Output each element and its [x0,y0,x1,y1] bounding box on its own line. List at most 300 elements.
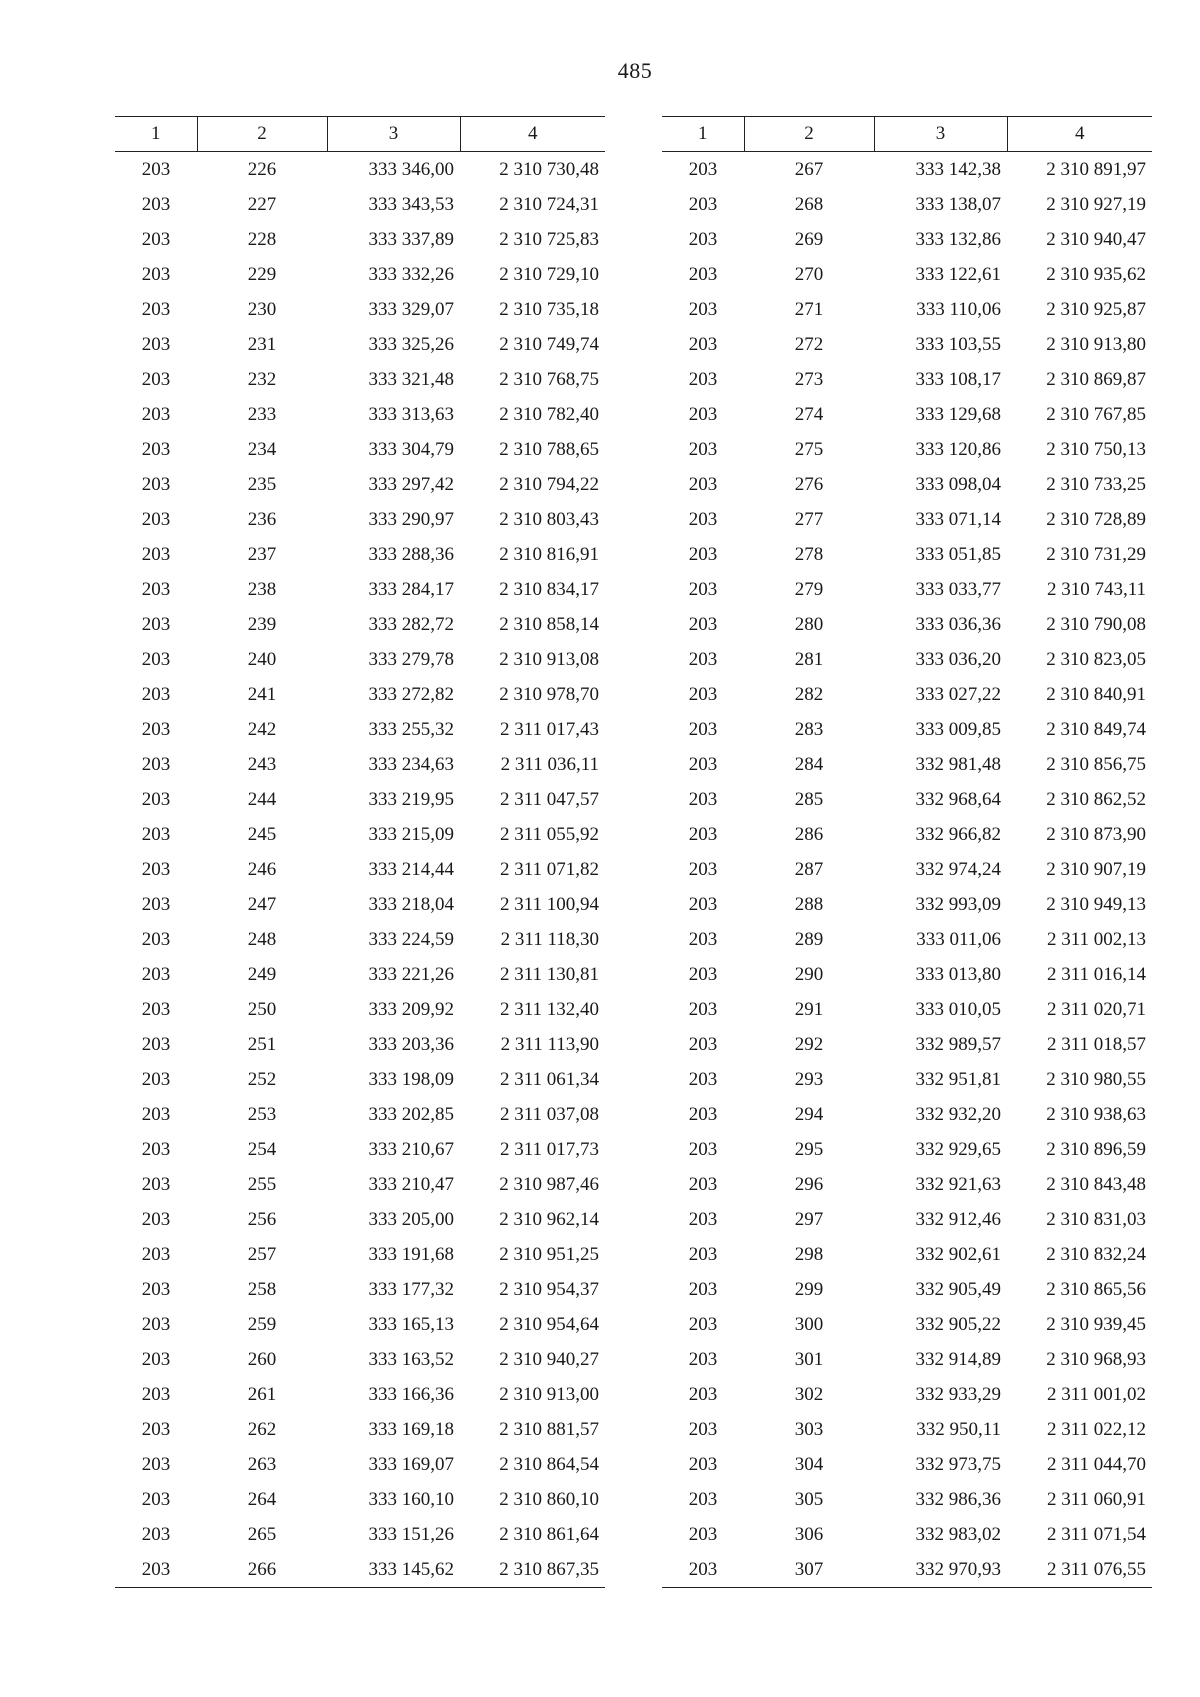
table-row [115,502,605,537]
cell-col-3: 333 282,72 [368,613,454,635]
cell-col-4: 2 310 907,19 [1046,858,1146,880]
cell-col-1: 203 [688,1103,718,1125]
cell-col-2: 280 [794,613,824,635]
cell-col-4: 2 310 750,13 [1046,438,1146,460]
cell-col-1: 203 [141,1068,171,1090]
cell-col-3: 333 027,22 [915,683,1001,705]
cell-col-2: 296 [794,1173,824,1195]
cell-col-1: 203 [141,648,171,670]
cell-col-4: 2 311 016,14 [1046,963,1146,985]
cell-col-4: 2 311 100,94 [499,893,599,915]
cell-col-3: 333 332,26 [368,263,454,285]
table-row [662,607,1152,642]
cell-col-3: 333 210,47 [368,1173,454,1195]
cell-col-3: 333 013,80 [915,963,1001,985]
cell-col-4: 2 310 861,64 [499,1523,599,1545]
table-row [115,887,605,922]
cell-col-3: 332 933,29 [915,1383,1001,1405]
cell-col-1: 203 [688,1488,718,1510]
cell-col-1: 203 [688,508,718,530]
cell-col-4: 2 311 022,12 [1046,1418,1146,1440]
table-row [115,817,605,852]
table-row [115,1447,605,1482]
cell-col-3: 332 966,82 [915,823,1001,845]
cell-col-2: 259 [247,1313,277,1335]
cell-col-4: 2 310 968,93 [1046,1348,1146,1370]
cell-col-3: 333 120,86 [915,438,1001,460]
table-row [115,1377,605,1412]
table-row [662,292,1152,327]
cell-col-1: 203 [141,438,171,460]
cell-col-3: 333 284,17 [368,578,454,600]
cell-col-4: 2 311 071,54 [1046,1523,1146,1545]
cell-col-2: 278 [794,543,824,565]
cell-col-3: 333 215,09 [368,823,454,845]
cell-col-3: 333 129,68 [915,403,1001,425]
table-row [115,1552,605,1588]
cell-col-4: 2 310 927,19 [1046,193,1146,215]
cell-col-1: 203 [141,193,171,215]
table-row [115,1027,605,1062]
cell-col-1: 203 [688,648,718,670]
cell-col-4: 2 311 055,92 [499,823,599,845]
cell-col-4: 2 311 047,57 [499,788,599,810]
table-row [115,1062,605,1097]
cell-col-3: 333 169,07 [368,1453,454,1475]
cell-col-4: 2 310 731,29 [1046,543,1146,565]
cell-col-1: 203 [688,438,718,460]
cell-col-4: 2 310 938,63 [1046,1103,1146,1125]
table-row [662,712,1152,747]
table-row [115,1272,605,1307]
cell-col-3: 333 098,04 [915,473,1001,495]
cell-col-3: 333 288,36 [368,543,454,565]
table-row [662,1202,1152,1237]
cell-col-2: 238 [247,578,277,600]
table-row [115,362,605,397]
cell-col-2: 283 [794,718,824,740]
column-header-3: 3 [874,117,1007,152]
table-row [662,1377,1152,1412]
cell-col-2: 265 [247,1523,277,1545]
cell-col-4: 2 310 730,48 [499,158,599,180]
table-row [115,467,605,502]
cell-col-2: 257 [247,1243,277,1265]
cell-col-2: 279 [794,578,824,600]
cell-col-3: 333 145,62 [327,1552,460,1588]
cell-col-4: 2 310 867,35 [460,1552,605,1588]
cell-col-3: 332 986,36 [915,1488,1001,1510]
cell-col-3: 333 221,26 [368,963,454,985]
cell-col-2: 276 [794,473,824,495]
cell-col-1: 203 [688,1418,718,1440]
cell-col-2: 266 [197,1552,327,1588]
cell-col-2: 306 [794,1523,824,1545]
cell-col-3: 333 169,18 [368,1418,454,1440]
cell-col-2: 235 [247,473,277,495]
cell-col-2: 282 [794,683,824,705]
cell-col-1: 203 [141,508,171,530]
cell-col-2: 305 [794,1488,824,1510]
cell-col-3: 333 234,63 [368,753,454,775]
cell-col-1: 203 [141,1033,171,1055]
cell-col-4: 2 310 940,27 [499,1348,599,1370]
cell-col-2: 254 [247,1138,277,1160]
table-row [115,537,605,572]
cell-col-3: 333 009,85 [915,718,1001,740]
table-row [662,782,1152,817]
cell-col-1: 203 [141,1348,171,1370]
cell-col-3: 333 177,32 [368,1278,454,1300]
cell-col-2: 256 [247,1208,277,1230]
cell-col-4: 2 311 118,30 [500,928,599,950]
cell-col-4: 2 310 913,00 [499,1383,599,1405]
cell-col-2: 298 [794,1243,824,1265]
cell-col-4: 2 310 865,56 [1046,1278,1146,1300]
cell-col-3: 333 218,04 [368,893,454,915]
cell-col-4: 2 311 036,11 [500,753,599,775]
table-row [662,1482,1152,1517]
cell-col-1: 203 [688,823,718,845]
cell-col-3: 333 198,09 [368,1068,454,1090]
cell-col-4: 2 310 949,13 [1046,893,1146,915]
table-row [662,1062,1152,1097]
cell-col-4: 2 310 834,17 [499,578,599,600]
cell-col-3: 333 255,32 [368,718,454,740]
cell-col-2: 291 [794,998,824,1020]
cell-col-2: 247 [247,893,277,915]
cell-col-4: 2 311 037,08 [499,1103,599,1125]
cell-col-4: 2 310 939,45 [1046,1313,1146,1335]
cell-col-3: 332 983,02 [915,1523,1001,1545]
cell-col-4: 2 310 794,22 [499,473,599,495]
cell-col-1: 203 [688,963,718,985]
cell-col-1: 203 [141,1418,171,1440]
table-row [662,922,1152,957]
cell-col-1: 203 [141,368,171,390]
cell-col-2: 281 [794,648,824,670]
cell-col-1: 203 [688,858,718,880]
cell-col-4: 2 310 831,03 [1046,1208,1146,1230]
table-row [662,1132,1152,1167]
column-header-2: 2 [744,117,874,152]
cell-col-2: 294 [794,1103,824,1125]
table-row [662,1552,1152,1588]
cell-col-3: 332 932,20 [915,1103,1001,1125]
cell-col-1: 203 [688,578,718,600]
table-row [662,817,1152,852]
cell-col-2: 264 [247,1488,277,1510]
cell-col-4: 2 310 913,08 [499,648,599,670]
cell-col-1: 203 [688,263,718,285]
table-row [115,642,605,677]
cell-col-3: 333 036,36 [915,613,1001,635]
cell-col-1: 203 [688,788,718,810]
cell-col-3: 333 210,67 [368,1138,454,1160]
cell-col-1: 203 [688,1138,718,1160]
table-row [115,1097,605,1132]
cell-col-3: 333 205,00 [368,1208,454,1230]
cell-col-4: 2 310 935,62 [1046,263,1146,285]
cell-col-1: 203 [688,718,718,740]
cell-col-1: 203 [141,753,171,775]
cell-col-4: 2 310 954,64 [499,1313,599,1335]
cell-col-2: 260 [247,1348,277,1370]
cell-col-1: 203 [688,403,718,425]
table-body [662,152,1152,1588]
column-header-3: 3 [327,117,460,152]
table-row [662,362,1152,397]
cell-col-2: 249 [247,963,277,985]
cell-col-4: 2 311 060,91 [1046,1488,1146,1510]
cell-col-3: 333 279,78 [368,648,454,670]
cell-col-4: 2 310 860,10 [499,1488,599,1510]
table-row [115,1237,605,1272]
cell-col-2: 286 [794,823,824,845]
cell-col-2: 271 [794,298,824,320]
cell-col-4: 2 311 020,71 [1046,998,1146,1020]
cell-col-1: 203 [141,788,171,810]
cell-col-1: 203 [141,158,171,180]
cell-col-4: 2 311 001,02 [1046,1383,1146,1405]
coordinates-table-right [662,116,1152,1588]
cell-col-2: 239 [247,613,277,635]
cell-col-3: 333 272,82 [368,683,454,705]
cell-col-2: 261 [247,1383,277,1405]
cell-col-1: 203 [141,963,171,985]
page-number: 485 [617,58,653,83]
cell-col-4: 2 310 954,37 [499,1278,599,1300]
cell-col-4: 2 310 843,48 [1046,1173,1146,1195]
cell-col-3: 333 346,00 [368,158,454,180]
cell-col-3: 333 160,10 [368,1488,454,1510]
cell-col-2: 299 [794,1278,824,1300]
cell-col-4: 2 310 816,91 [499,543,599,565]
table-row [115,782,605,817]
cell-col-2: 290 [794,963,824,985]
cell-col-3: 333 325,26 [368,333,454,355]
cell-col-3: 333 321,48 [368,368,454,390]
cell-col-2: 233 [247,403,277,425]
table-body [115,152,605,1588]
cell-col-2: 253 [247,1103,277,1125]
cell-col-2: 251 [247,1033,277,1055]
cell-col-3: 333 110,06 [916,298,1001,320]
cell-col-2: 304 [794,1453,824,1475]
cell-col-4: 2 310 724,31 [499,193,599,215]
cell-col-4: 2 310 728,89 [1046,508,1146,530]
table-row [662,502,1152,537]
table-row [662,1447,1152,1482]
table-row [662,747,1152,782]
cell-col-4: 2 310 725,83 [499,228,599,250]
cell-col-1: 203 [141,1138,171,1160]
cell-col-4: 2 310 891,97 [1046,158,1146,180]
table-row [662,1517,1152,1552]
cell-col-2: 297 [794,1208,824,1230]
cell-col-1: 203 [141,718,171,740]
table-row [115,712,605,747]
cell-col-4: 2 311 061,34 [499,1068,599,1090]
cell-col-1: 203 [688,298,718,320]
cell-col-2: 242 [247,718,277,740]
cell-col-2: 255 [247,1173,277,1195]
cell-col-1: 203 [688,1313,718,1335]
cell-col-1: 203 [141,893,171,915]
table-row [115,187,605,222]
cell-col-1: 203 [141,1313,171,1335]
cell-col-2: 300 [794,1313,824,1335]
cell-col-4: 2 310 729,10 [499,263,599,285]
table-row [662,152,1152,188]
table-row [115,327,605,362]
cell-col-1: 203 [688,893,718,915]
cell-col-2: 243 [247,753,277,775]
cell-col-4: 2 311 018,57 [1046,1033,1146,1055]
cell-col-4: 2 310 743,11 [1046,578,1146,600]
table-row [662,992,1152,1027]
cell-col-2: 258 [247,1278,277,1300]
table-row [115,677,605,712]
table-row [662,677,1152,712]
cell-col-1: 203 [141,403,171,425]
cell-col-2: 248 [247,928,277,950]
cell-col-2: 295 [794,1138,824,1160]
cell-col-2: 272 [794,333,824,355]
cell-col-2: 263 [247,1453,277,1475]
cell-col-2: 245 [247,823,277,845]
cell-col-1: 203 [688,928,718,950]
cell-col-1: 203 [662,1552,744,1588]
cell-col-3: 333 191,68 [368,1243,454,1265]
cell-col-2: 227 [247,193,277,215]
cell-col-2: 262 [247,1418,277,1440]
cell-col-4: 2 310 913,80 [1046,333,1146,355]
cell-col-3: 333 132,86 [915,228,1001,250]
cell-col-3: 332 902,61 [915,1243,1001,1265]
cell-col-1: 203 [688,683,718,705]
table-row [115,1342,605,1377]
cell-col-1: 203 [688,1523,718,1545]
cell-col-3: 333 138,07 [915,193,1001,215]
cell-col-3: 332 993,09 [915,893,1001,915]
cell-col-3: 333 202,85 [368,1103,454,1125]
table-row [115,397,605,432]
table-row [115,1307,605,1342]
cell-col-2: 226 [247,158,277,180]
table-row [662,257,1152,292]
cell-col-3: 332 974,24 [915,858,1001,880]
cell-col-3: 332 950,11 [916,1418,1001,1440]
cell-col-2: 274 [794,403,824,425]
table-row [115,1482,605,1517]
table-row [662,1237,1152,1272]
table-row [662,887,1152,922]
cell-col-2: 237 [247,543,277,565]
cell-col-1: 203 [688,1453,718,1475]
cell-col-4: 2 310 823,05 [1046,648,1146,670]
cell-col-1: 203 [141,1278,171,1300]
table-row [662,852,1152,887]
cell-col-2: 244 [247,788,277,810]
table-row [115,852,605,887]
cell-col-1: 203 [141,998,171,1020]
cell-col-2: 269 [794,228,824,250]
cell-col-2: 230 [247,298,277,320]
cell-col-2: 267 [794,158,824,180]
column-header-1: 1 [115,117,197,152]
cell-col-1: 203 [141,858,171,880]
cell-col-4: 2 311 076,55 [1007,1552,1152,1588]
cell-col-4: 2 310 881,57 [499,1418,599,1440]
cell-col-3: 332 970,93 [874,1552,1007,1588]
cell-col-4: 2 310 803,43 [499,508,599,530]
cell-col-4: 2 311 130,81 [499,963,599,985]
cell-col-3: 333 337,89 [368,228,454,250]
cell-col-3: 333 163,52 [368,1348,454,1370]
table-row [115,1132,605,1167]
table-row [115,747,605,782]
cell-col-3: 333 304,79 [368,438,454,460]
table-row [662,432,1152,467]
cell-col-3: 332 989,57 [915,1033,1001,1055]
cell-col-2: 287 [794,858,824,880]
cell-col-3: 333 165,13 [368,1313,454,1335]
cell-col-2: 302 [794,1383,824,1405]
cell-col-4: 2 310 735,18 [499,298,599,320]
cell-col-4: 2 310 925,87 [1046,298,1146,320]
cell-col-1: 203 [688,543,718,565]
cell-col-3: 333 290,97 [368,508,454,530]
cell-col-3: 332 921,63 [915,1173,1001,1195]
table-row [115,1517,605,1552]
cell-col-1: 203 [141,333,171,355]
cell-col-1: 203 [688,1348,718,1370]
column-header-4: 4 [460,117,605,152]
table-row [662,222,1152,257]
cell-col-3: 333 214,44 [368,858,454,880]
cell-col-2: 270 [794,263,824,285]
cell-col-2: 292 [794,1033,824,1055]
cell-col-4: 2 311 017,43 [499,718,599,740]
cell-col-3: 333 219,95 [368,788,454,810]
cell-col-3: 332 973,75 [915,1453,1001,1475]
cell-col-2: 303 [794,1418,824,1440]
cell-col-3: 333 224,59 [368,928,454,950]
cell-col-1: 203 [141,298,171,320]
cell-col-4: 2 311 113,90 [500,1033,599,1055]
cell-col-1: 203 [688,368,718,390]
cell-col-1: 203 [141,613,171,635]
cell-col-2: 229 [247,263,277,285]
cell-col-1: 203 [688,1173,718,1195]
cell-col-4: 2 310 749,74 [499,333,599,355]
cell-col-2: 228 [247,228,277,250]
table-row [662,572,1152,607]
cell-col-1: 203 [141,928,171,950]
table-row [662,327,1152,362]
cell-col-4: 2 310 788,65 [499,438,599,460]
cell-col-1: 203 [141,1453,171,1475]
cell-col-3: 333 033,77 [915,578,1001,600]
cell-col-1: 203 [688,193,718,215]
cell-col-4: 2 310 768,75 [499,368,599,390]
cell-col-3: 332 914,89 [915,1348,1001,1370]
table-row [662,1307,1152,1342]
cell-col-1: 203 [688,1383,718,1405]
cell-col-1: 203 [141,263,171,285]
column-header-4: 4 [1007,117,1152,152]
